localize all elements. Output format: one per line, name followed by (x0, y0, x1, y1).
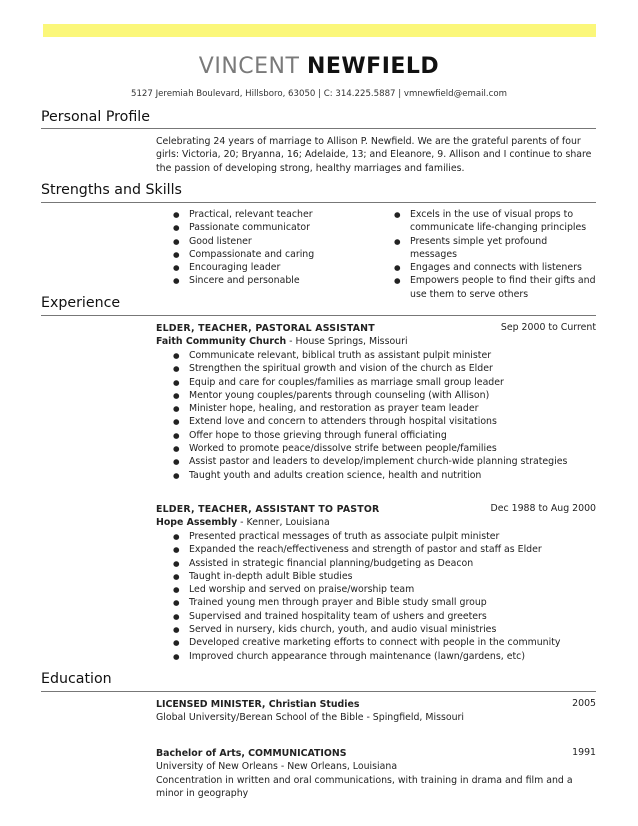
job-bullets (156, 349, 596, 482)
job-dates: Sep 2000 to Current (500, 322, 596, 333)
list-item: ● Offer hope to those grieving through funeral officiating (156, 429, 596, 442)
profile-line: the passion of developing strong, healthy marriages and families. (156, 162, 465, 174)
list-item: ● Taught in-depth adult Bible studies (156, 570, 596, 583)
list-item: ● Strengthen the spiritual growth and vision of the church as Elder (156, 362, 596, 375)
section-heading-profile: Personal Profile (41, 109, 150, 125)
list-item: ● Trained young men through prayer and Bible study small group (156, 596, 596, 609)
profile-paragraph (156, 135, 596, 175)
section-divider (41, 691, 596, 692)
list-item: ● Led worship and served on praise/worship team (156, 583, 596, 596)
organization: Hope Assembly (156, 517, 238, 529)
list-item: ● Improved church appearance through maintenance (lawn/gardens, etc) (156, 650, 596, 663)
degree: LICENSED MINISTER, Christian Studies (156, 699, 360, 710)
job-location: - Kenner, Louisiana (237, 517, 330, 529)
list-item: ● Communicate relevant, biblical truth as assistant pulpit minister (156, 349, 596, 362)
header-highlight-bar (43, 24, 596, 37)
list-item: ● Practical, relevant teacher (156, 208, 376, 221)
job-title: ELDER, TEACHER, PASTORAL ASSISTANT (156, 323, 375, 334)
list-item: ● Compassionate and caring (156, 248, 376, 261)
section-divider (41, 202, 596, 203)
list-item: ● Served in nursery, kids church, youth, and audio visual ministries (156, 623, 596, 636)
education-entry (156, 747, 576, 800)
candidate-name (0, 54, 638, 79)
list-item: ● Good listener (156, 235, 376, 248)
section-heading-education: Education (41, 671, 112, 687)
list-item: ● Taught youth and adults creation science, health and nutrition (156, 469, 596, 482)
list-item: ● Assisted in strategic financial planning/budgeting as Deacon (156, 557, 596, 570)
list-item: ● Presents simple yet profound messages (377, 235, 597, 262)
list-item: ● Worked to promote peace/dissolve strife between people/families (156, 442, 596, 455)
list-item: ● Expanded the reach/effectiveness and strength of pastor and staff as Elder (156, 543, 596, 556)
list-item: ● Supervised and trained hospitality team of ushers and greeters (156, 610, 596, 623)
school: Global University/Berean School of the Bible - Spingfield, Missouri (156, 712, 464, 724)
education-year: 2005 (572, 698, 596, 709)
skills-right-column (377, 208, 597, 301)
list-item: ● Passionate communicator (156, 221, 376, 234)
list-item: ● Excels in the use of visual props to communicate life-changing principles (377, 208, 597, 235)
profile-line: Celebrating 24 years of marriage to Allison P. Newfield. We are the grateful parents of four (156, 136, 581, 147)
last-name: NEWFIELD (306, 54, 440, 79)
job-bullets (156, 530, 596, 663)
education-year: 1991 (572, 747, 596, 758)
list-item: ● Equip and care for couples/families as marriage small group leader (156, 376, 596, 389)
job-title: ELDER, TEACHER, ASSISTANT TO PASTOR (156, 504, 380, 515)
section-divider (41, 315, 596, 316)
job-location: - House Springs, Missouri (286, 336, 408, 348)
list-item: ● Presented practical messages of truth as associate pulpit minister (156, 530, 596, 543)
section-divider (41, 128, 596, 129)
list-item: ● Assist pastor and leaders to develop/implement church-wide planning strategies (156, 455, 596, 468)
section-heading-skills: Strengths and Skills (41, 182, 182, 198)
skills-left-column (156, 208, 376, 288)
list-item: ● Extend love and concern to attenders through hospital visitations (156, 415, 596, 428)
education-note: Concentration in written and oral communications, with training in drama and film and a minor in geography (156, 774, 573, 799)
list-item: ● Empowers people to find their gifts and use them to serve others (377, 274, 597, 301)
section-heading-experience: Experience (41, 295, 121, 311)
education-entry (156, 698, 596, 725)
school: University of New Orleans - New Orleans, Louisiana (156, 761, 398, 773)
list-item: ● Mentor young couples/parents through counseling (with Allison) (156, 389, 596, 402)
degree: Bachelor of Arts, COMMUNICATIONS (156, 748, 347, 759)
list-item: ● Minister hope, healing, and restoration as prayer team leader (156, 402, 596, 415)
list-item: ● Encouraging leader (156, 261, 376, 274)
list-item: ● Sincere and personable (156, 274, 376, 287)
list-item: ● Engages and connects with listeners (377, 261, 597, 274)
list-item: ● Developed creative marketing efforts to connect with people in the community (156, 636, 596, 649)
job-dates: Dec 1988 to Aug 2000 (490, 503, 596, 514)
first-name: VINCENT (198, 54, 300, 79)
organization: Faith Community Church (156, 336, 287, 348)
contact-line: 5127 Jeremiah Boulevard, Hillsboro, 63050 | C: 314.225.5887 | vmnewfield@email.com (130, 89, 508, 99)
profile-line: girls: Victoria, 20; Bryanna, 16; Adelaide, 13; and Eleanore, 9. Allison and I continue to share (156, 149, 592, 161)
